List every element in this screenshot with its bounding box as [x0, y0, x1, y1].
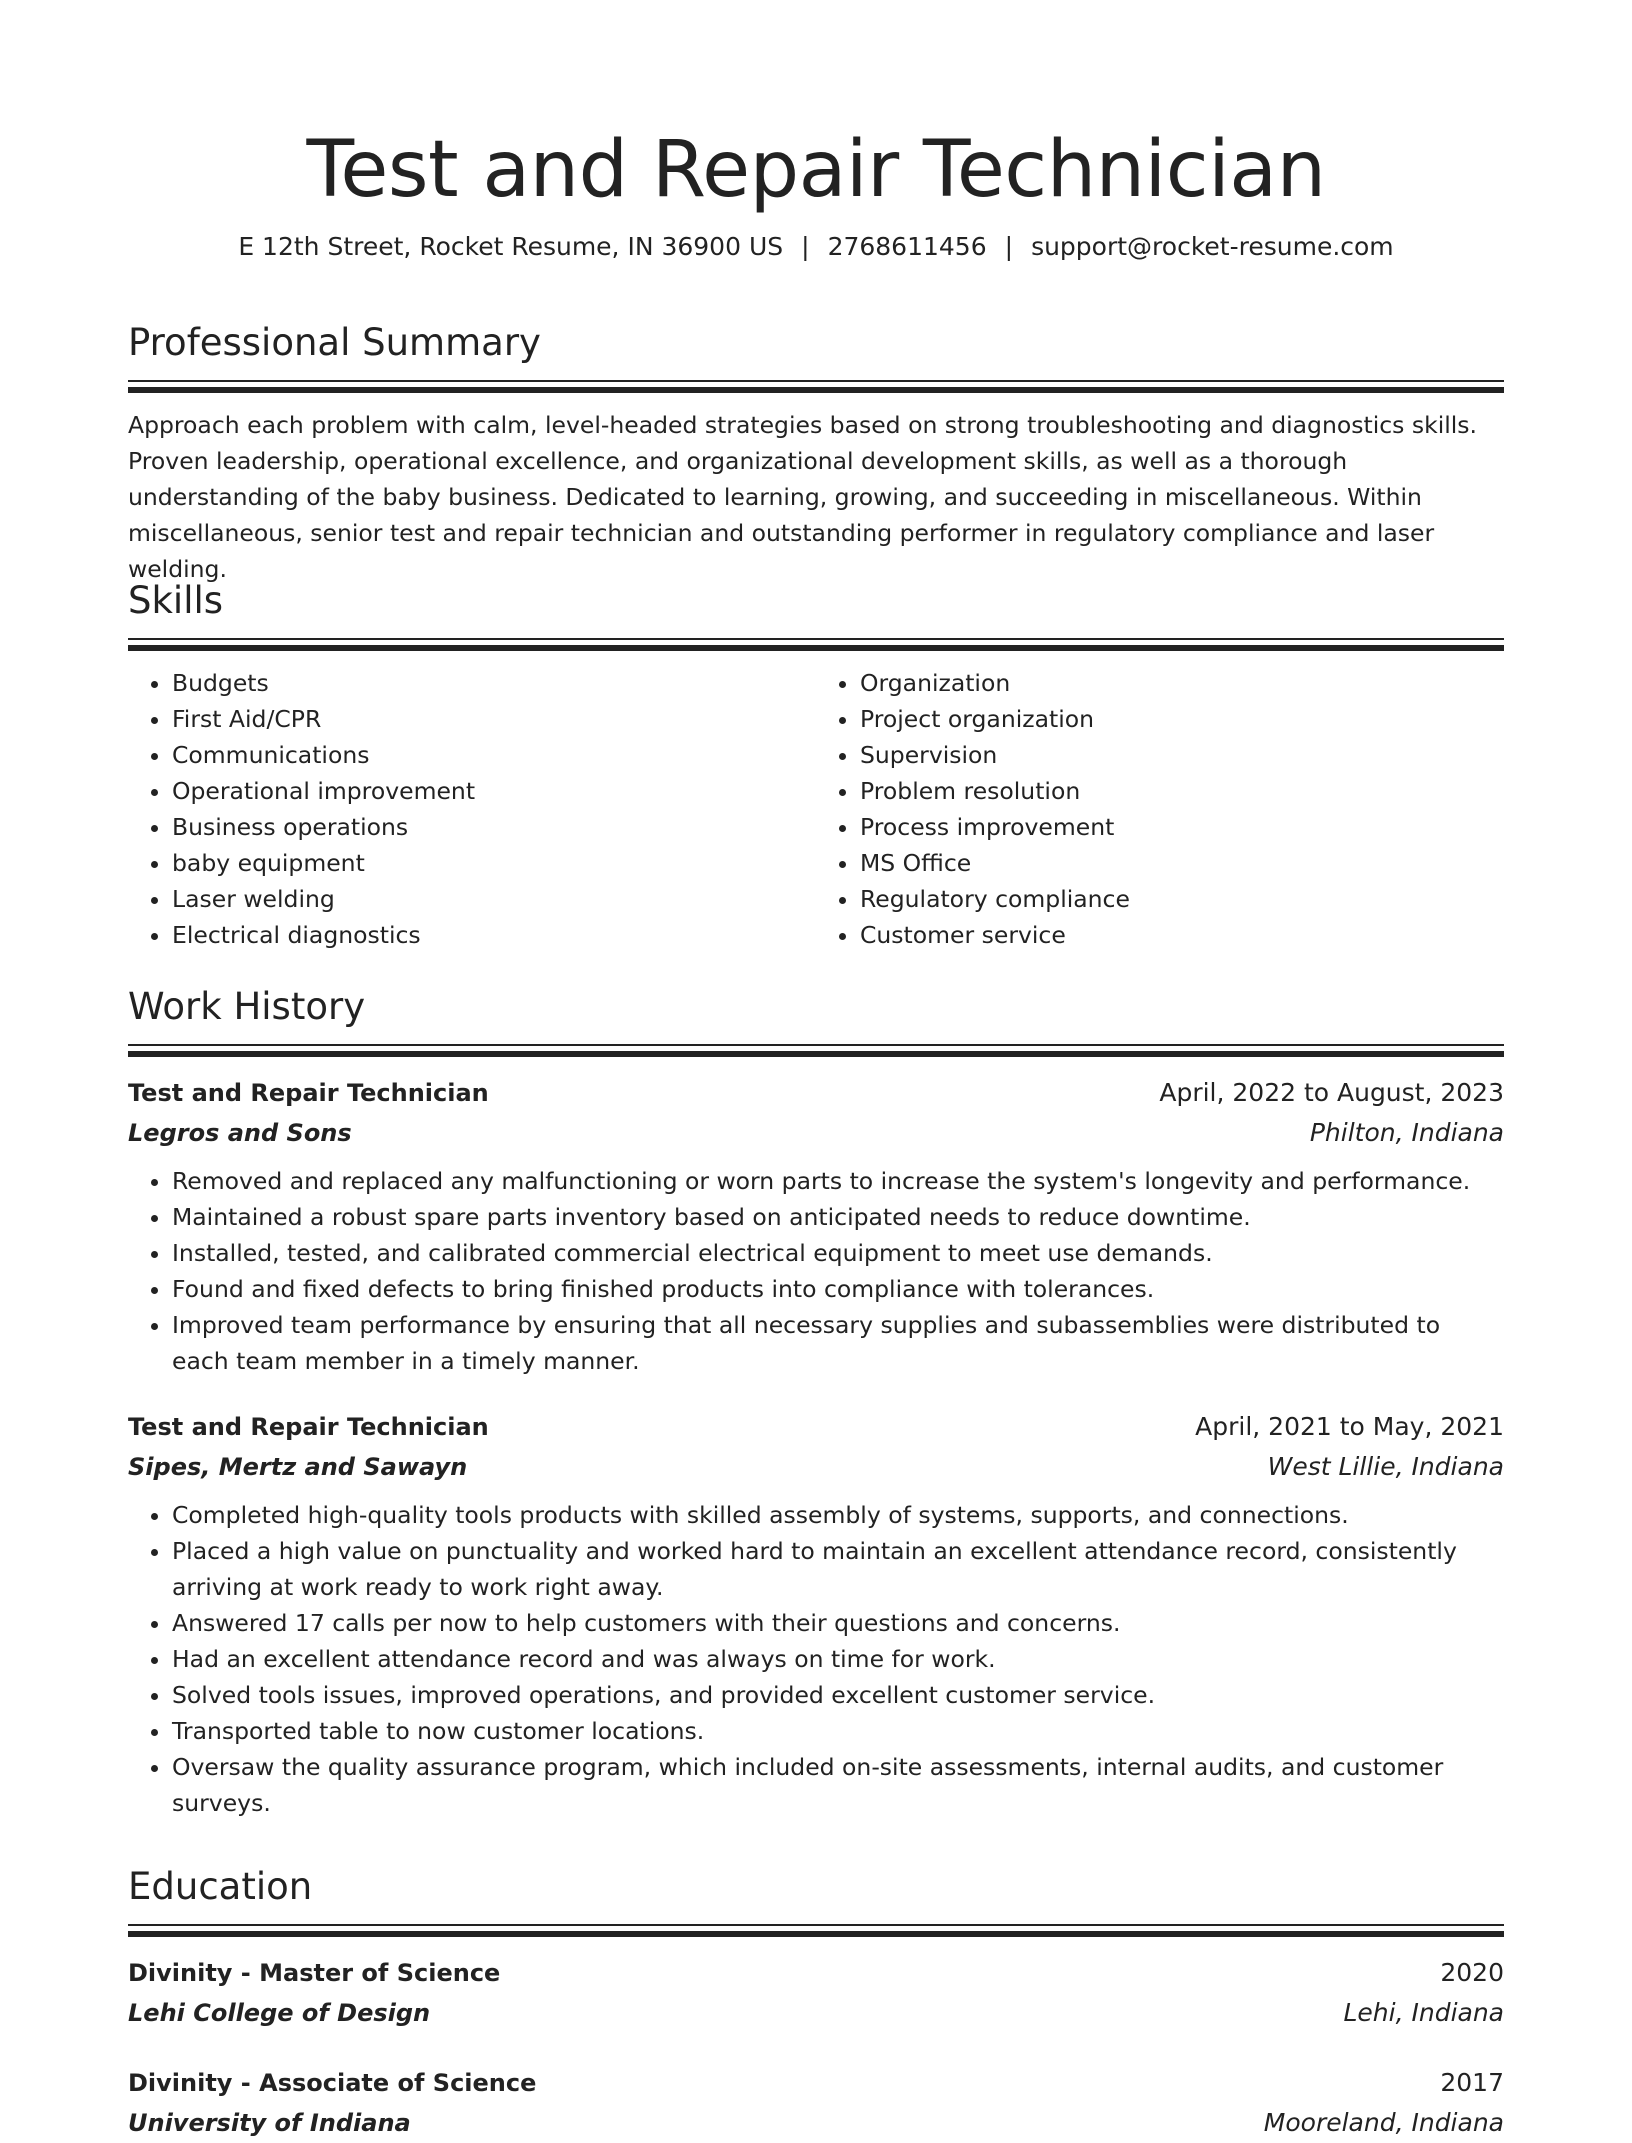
skill-item: • Regulatory compliance: [860, 881, 1504, 917]
education-header: [128, 1953, 1504, 1993]
resume-page: [128, 0, 1504, 2137]
job-title: Test and Repair Technician: [128, 1413, 489, 1441]
education-subheader: [128, 1993, 1504, 2033]
contact-email[interactable]: support@rocket-resume.com: [1031, 232, 1394, 261]
education-year: 2017: [1440, 2068, 1504, 2097]
job-bullet: • Solved tools issues, improved operations, and provided excellent customer service.: [172, 1677, 1504, 1713]
skills-section: [128, 578, 1504, 953]
job-entry: [128, 1407, 1504, 1821]
skill-item: • Customer service: [860, 917, 1504, 953]
section-title-work: Work History: [128, 985, 366, 1028]
skill-item: • Communications: [172, 737, 816, 773]
education-location: Lehi, Indiana: [1343, 1998, 1504, 2027]
skill-item: • Supervision: [860, 737, 1504, 773]
skill-item: • MS Office: [860, 845, 1504, 881]
job-location: West Lillie, Indiana: [1267, 1452, 1504, 1481]
education-section: [128, 1864, 1504, 2143]
job-bullet: • Placed a high value on punctuality and worked hard to maintain an excellent attendance record, consistently arriving at work ready to work right away.: [172, 1533, 1504, 1605]
education-school: University of Indiana: [128, 2109, 411, 2137]
education-school: Lehi College of Design: [128, 1999, 431, 2027]
skill-item: • Operational improvement: [172, 773, 816, 809]
summary-text: Approach each problem with calm, level-headed strategies based on strong troubleshooting and diagnostics skills. Proven leadership, operational excellence, and organizational development skills, as well as a thorough understanding of the baby business. Dedicated to learning, growing, and succeeding in miscellaneous. Within miscellaneous, senior test and repair technician and outstanding performer in regulatory compliance and laser welding.: [128, 411, 1478, 583]
section-divider: [128, 1044, 1504, 1057]
section-title-education: Education: [128, 1865, 313, 1908]
job-bullet: • Answered 17 calls per now to help customers with their questions and concerns.: [172, 1605, 1504, 1641]
skill-item: • Problem resolution: [860, 773, 1504, 809]
job-header: [128, 1407, 1504, 1447]
job-bullet: • Completed high-quality tools products with skilled assembly of systems, supports, and connections.: [172, 1497, 1504, 1533]
job-company: Legros and Sons: [128, 1119, 352, 1147]
section-divider: [128, 638, 1504, 651]
job-bullet: • Installed, tested, and calibrated commercial electrical equipment to meet use demands.: [172, 1235, 1504, 1271]
contact-separator: |: [801, 232, 810, 261]
skill-item: • Business operations: [172, 809, 816, 845]
job-bullet: • Had an excellent attendance record and was always on time for work.: [172, 1641, 1504, 1677]
job-location: Philton, Indiana: [1309, 1118, 1504, 1147]
skill-item: • Budgets: [172, 665, 816, 701]
job-subheader: [128, 1113, 1504, 1153]
resume-name: Test and Repair Technician: [306, 125, 1326, 215]
skills-columns: [128, 665, 1504, 953]
job-bullets: [128, 1163, 1504, 1379]
job-subheader: [128, 1447, 1504, 1487]
job-entry: [128, 1073, 1504, 1379]
contact-separator: |: [1004, 232, 1014, 261]
section-divider: [128, 380, 1504, 393]
education-entry: [128, 1953, 1504, 2033]
education-degree: Divinity - Master of Science: [128, 1959, 501, 1987]
job-bullet: • Transported table to now customer locations.: [172, 1713, 1504, 1749]
work-section: [128, 984, 1504, 1821]
skill-item: • Organization: [860, 665, 1504, 701]
education-header: [128, 2063, 1504, 2103]
education-year: 2020: [1440, 1958, 1504, 1987]
education-subheader: [128, 2103, 1504, 2143]
skill-item: • Laser welding: [172, 881, 816, 917]
summary-section: [128, 320, 1504, 587]
section-title-summary: Professional Summary: [128, 321, 541, 364]
job-bullet: • Maintained a robust spare parts inventory based on anticipated needs to reduce downtime.: [172, 1199, 1504, 1235]
education-entry: [128, 2063, 1504, 2143]
skills-left-list: [128, 665, 816, 953]
contact-phone: 2768611456: [827, 232, 987, 261]
section-divider: [128, 1924, 1504, 1937]
job-company: Sipes, Mertz and Sawayn: [128, 1453, 468, 1481]
contact-line: [128, 230, 1504, 264]
job-bullet: • Found and fixed defects to bring finished products into compliance with tolerances.: [172, 1271, 1504, 1307]
job-header: [128, 1073, 1504, 1113]
job-dates: April, 2022 to August, 2023: [1159, 1078, 1504, 1107]
skill-item: • Electrical diagnostics: [172, 917, 816, 953]
skill-item: • Process improvement: [860, 809, 1504, 845]
education-degree: Divinity - Associate of Science: [128, 2069, 537, 2097]
job-bullet: • Oversaw the quality assurance program, which included on-site assessments, internal audits, and customer surveys.: [172, 1749, 1504, 1821]
skill-item: • Project organization: [860, 701, 1504, 737]
skills-right-list: [816, 665, 1504, 953]
skill-item: • baby equipment: [172, 845, 816, 881]
section-title-skills: Skills: [128, 579, 224, 622]
contact-address: E 12th Street, Rocket Resume, IN 36900 US: [238, 232, 784, 261]
job-title: Test and Repair Technician: [128, 1079, 489, 1107]
education-location: Mooreland, Indiana: [1263, 2108, 1504, 2137]
job-bullets: [128, 1497, 1504, 1821]
job-dates: April, 2021 to May, 2021: [1195, 1412, 1504, 1441]
job-bullet: • Removed and replaced any malfunctioning or worn parts to increase the system's longevity and performance.: [172, 1163, 1504, 1199]
skill-item: • First Aid/CPR: [172, 701, 816, 737]
job-bullet: • Improved team performance by ensuring that all necessary supplies and subassemblies were distributed to each team member in a timely manner.: [172, 1307, 1504, 1379]
